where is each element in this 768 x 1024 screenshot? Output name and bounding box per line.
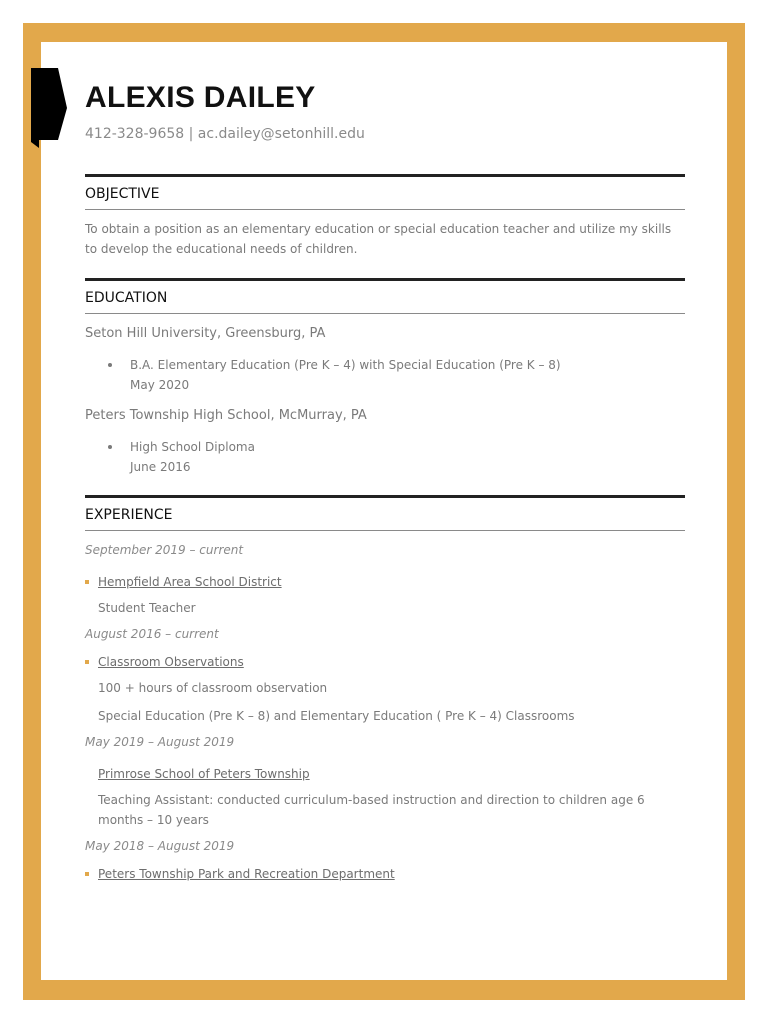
- education-heading: EDUCATION: [85, 278, 685, 314]
- degree-list: [85, 355, 685, 395]
- resume-content: [85, 80, 685, 882]
- experience-date: September 2019 – current: [85, 543, 244, 557]
- contact-info: 412-328-9658 | ac.dailey@setonhill.edu: [85, 126, 365, 142]
- bullet-icon: [108, 445, 112, 449]
- school-name: Seton Hill University, Greensburg, PA: [85, 326, 326, 341]
- candidate-name: ALEXIS DAILEY: [85, 81, 316, 114]
- org-link[interactable]: Peters Township Park and Recreation Department: [98, 867, 395, 881]
- bullet-icon: [85, 580, 89, 584]
- experience-detail: Teaching Assistant: conducted curriculum-based instruction and direction to children age 6 months – 10 years: [98, 793, 645, 827]
- objective-text: To obtain a position as an elementary education or special education teacher and utilize my skills to develop the educational needs of children.: [85, 222, 672, 256]
- experience-heading: EXPERIENCE: [85, 495, 685, 531]
- experience-detail: Student Teacher: [98, 601, 196, 615]
- bookmark-flag-icon: [31, 68, 67, 148]
- org-link[interactable]: Primrose School of Peters Township: [98, 767, 310, 781]
- list-item: [108, 355, 685, 395]
- experience-org: [85, 574, 685, 590]
- experience-detail: Special Education (Pre K – 8) and Elementary Education ( Pre K – 4) Classrooms: [98, 709, 575, 723]
- school-name: Peters Township High School, McMurray, PA: [85, 408, 367, 423]
- experience-org: [85, 654, 685, 670]
- degree-title: B.A. Elementary Education (Pre K – 4) with Special Education (Pre K – 8): [130, 358, 561, 372]
- bullet-icon: [85, 660, 89, 664]
- experience-date: May 2019 – August 2019: [85, 735, 235, 749]
- experience-org: [85, 766, 685, 782]
- experience-detail: 100 + hours of classroom observation: [98, 681, 328, 695]
- org-link[interactable]: Classroom Observations: [98, 655, 244, 669]
- bullet-icon: [108, 363, 112, 367]
- list-item: [108, 437, 685, 477]
- experience-date: August 2016 – current: [85, 627, 219, 641]
- degree-title: High School Diploma: [130, 440, 255, 454]
- org-link[interactable]: Hempfield Area School District: [98, 575, 282, 589]
- experience-date: May 2018 – August 2019: [85, 839, 235, 853]
- objective-heading: OBJECTIVE: [85, 174, 685, 210]
- degree-date: May 2020: [130, 378, 190, 392]
- degree-list: [85, 437, 685, 477]
- degree-date: June 2016: [130, 460, 191, 474]
- experience-org: [85, 866, 685, 882]
- bullet-icon: [85, 872, 89, 876]
